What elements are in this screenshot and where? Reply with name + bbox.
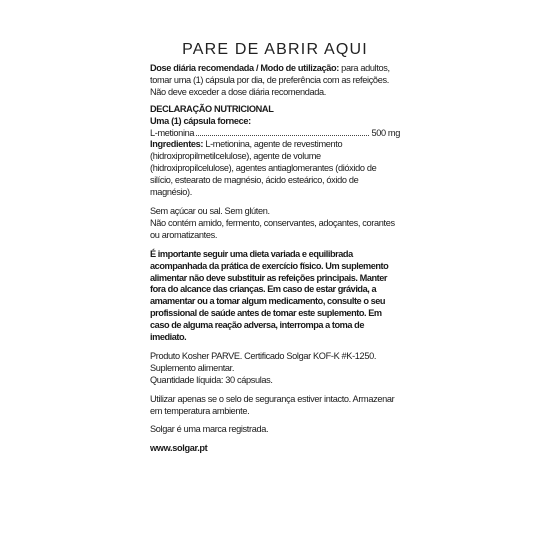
trademark-text: Solgar é uma marca registrada. [150,424,269,435]
dose-heading: Dose diária recomendada / Modo de utilização: [150,63,339,73]
free-from-line-2: Não contém amido, fermento, conservantes, adoçantes, corantes ou aromatizantes. [150,217,395,240]
nutrient-amount: 500 mg [371,127,400,138]
supplement-label [150,40,400,455]
open-here-title: PARE DE ABRIR AQUI [182,41,368,58]
net-quantity: Quantidade líquida: 30 cápsulas. [150,374,273,385]
storage-text: Utilizar apenas se o selo de segurança estiver intacto. Armazenar em temperatura ambiente. [150,393,395,416]
ingredients-section [150,139,400,199]
ingredients-text: L-metionina, agente de revestimento (hidroxipropilmetilcelulose), agente de volume (hidroxipropilcelulose), agentes antiaglomerantes (dióxido de silício, estearato de magnésio, ácido esteárico, óxido de magnésio). [150,139,377,198]
dose-section [150,63,400,99]
free-from-line-1: Sem açúcar ou sal. Sem glúten. [150,205,270,216]
nutrition-heading: DECLARAÇÃO NUTRICIONAL [150,103,274,114]
nutrition-subheading: Uma (1) cápsula fornece: [150,115,251,126]
nutrient-name: L-metionina [150,127,195,138]
ingredients-heading: Ingredientes: [150,139,204,150]
warning-text: É importante seguir uma dieta variada e equilibrada acompanhada da prática de exercício físico. Um suplemento alimentar não deve substituir as refeições principais. Manter fora do alcance das crianças. Em caso de estar grávida, a amamentar ou a tomar algum medicamento, consulte o seu profissional de saúde antes de tomar este suplemento. Em caso de alguma reação adversa, interrompa a toma de imediato. [150,248,389,343]
dose-text: para adultos, tomar uma (1) cápsula por dia, de preferência com as refeições. Não deve exceder a dose diária recomendada. [150,63,390,97]
kosher-text: Produto Kosher PARVE. Certificado Solgar KOF-K #K-1250. [150,350,377,361]
nutrition-row [150,128,400,140]
website-link[interactable]: www.solgar.pt [150,443,208,454]
product-type: Suplemento alimentar. [150,362,235,373]
leader-dots [196,135,369,136]
